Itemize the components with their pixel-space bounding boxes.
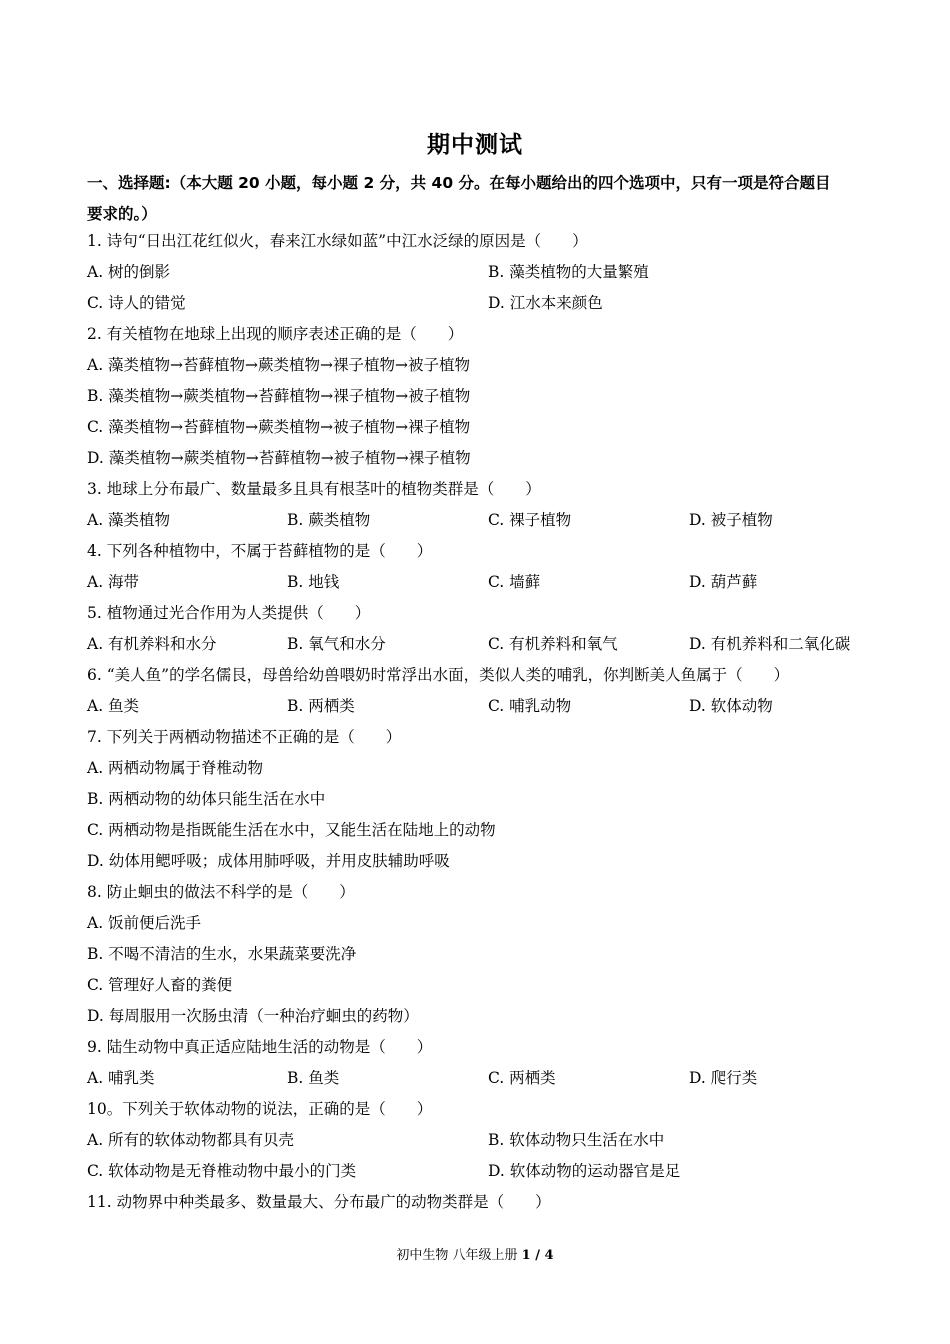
option-6d: D. 软体动物 [689, 697, 773, 715]
question-stem-3: 3. 地球上分布最广、数量最多且具有根茎叶的植物类群是（ ） [87, 480, 541, 498]
option-10c: C. 软体动物是无脊椎动物中最小的门类 [87, 1162, 357, 1180]
option-9d: D. 爬行类 [689, 1069, 758, 1087]
question-stem-9: 9. 陆生动物中真正适应陆地生活的动物是（ ） [87, 1038, 433, 1056]
option-row [87, 1156, 877, 1187]
option-6c: C. 哺乳动物 [488, 697, 572, 715]
option-4c: C. 墙藓 [488, 573, 541, 591]
option-10d: D. 软体动物的运动器官是足 [488, 1162, 681, 1180]
footer-page-total: 4 [544, 1248, 554, 1263]
section-heading-line-2: 要求的。） [87, 205, 157, 223]
option-5a: A. 有机养料和水分 [87, 635, 217, 653]
option-5b: B. 氧气和水分 [287, 635, 386, 653]
option-2a: A. 藻类植物→苔藓植物→蕨类植物→裸子植物→被子植物 [87, 356, 470, 374]
question-stem-11: 11. 动物界中种类最多、数量最大、分布最广的动物类群是（ ） [87, 1193, 551, 1211]
option-4a: A. 海带 [87, 573, 140, 591]
option-3c: C. 裸子植物 [488, 511, 572, 529]
option-5d: D. 有机养料和二氧化碳 [689, 635, 851, 653]
option-10b: B. 软体动物只生活在水中 [488, 1131, 665, 1149]
option-3b: B. 蕨类植物 [287, 511, 371, 529]
option-row [87, 567, 877, 598]
option-7c: C. 两栖动物是指既能生活在水中，又能生活在陆地上的动物 [87, 821, 496, 839]
option-6a: A. 鱼类 [87, 697, 140, 715]
option-6b: B. 两栖类 [287, 697, 355, 715]
question-list [87, 226, 877, 1218]
page-footer [0, 1244, 950, 1263]
option-4d: D. 葫芦藓 [689, 573, 758, 591]
option-7b: B. 两栖动物的幼体只能生活在水中 [87, 790, 326, 808]
option-9c: C. 两栖类 [488, 1069, 556, 1087]
option-9a: A. 哺乳类 [87, 1069, 155, 1087]
question-stem-8: 8. 防止蛔虫的做法不科学的是（ ） [87, 883, 355, 901]
option-8d: D. 每周服用一次肠虫清（一种治疗蛔虫的药物） [87, 1007, 419, 1025]
question-stem-6: 6. “美人鱼”的学名儒艮，母兽给幼兽喂奶时常浮出水面，类似人类的哺乳，你判断美人鱼属于（ ） [87, 666, 790, 684]
option-3a: A. 藻类植物 [87, 511, 171, 529]
question-stem-1: 1. 诗句“日出江花红似火，春来江水绿如蓝”中江水泛绿的原因是（ ） [87, 232, 588, 250]
option-10a: A. 所有的软体动物都具有贝壳 [87, 1131, 295, 1149]
option-row [87, 257, 877, 288]
page-title: 期中测试 [427, 132, 523, 158]
option-1c: C. 诗人的错觉 [87, 294, 186, 312]
option-2d: D. 藻类植物→蕨类植物→苔藓植物→被子植物→裸子植物 [87, 449, 471, 467]
option-row [87, 288, 877, 319]
option-3d: D. 被子植物 [689, 511, 773, 529]
option-1d: D. 江水本来颜色 [488, 294, 603, 312]
footer-page-number: 1 [521, 1248, 531, 1263]
question-stem-10: 10。下列关于软体动物的说法，正确的是（ ） [87, 1100, 433, 1118]
option-row [87, 691, 877, 722]
option-7a: A. 两栖动物属于脊椎动物 [87, 759, 264, 777]
option-1b: B. 藻类植物的大量繁殖 [488, 263, 649, 281]
footer-separator: / [530, 1248, 545, 1263]
section-heading [87, 168, 877, 230]
section-heading-line-1: 一、选择题:（本大题 20 小题，每小题 2 分，共 40 分。在每小题给出的四个选项中，只有一项是符合题目 [87, 174, 831, 192]
option-8c: C. 管理好人畜的粪便 [87, 976, 233, 994]
footer-subject: 初中生物 八年级上册 [396, 1248, 522, 1263]
option-9b: B. 鱼类 [287, 1069, 340, 1087]
option-2c: C. 藻类植物→苔藓植物→蕨类植物→被子植物→裸子植物 [87, 418, 471, 436]
option-row [87, 629, 877, 660]
question-stem-2: 2. 有关植物在地球上出现的顺序表述正确的是（ ） [87, 325, 464, 343]
option-row [87, 1125, 877, 1156]
option-7d: D. 幼体用鳃呼吸；成体用肺呼吸，并用皮肤辅助呼吸 [87, 852, 450, 870]
option-row [87, 1063, 877, 1094]
question-stem-4: 4. 下列各种植物中，不属于苔藓植物的是（ ） [87, 542, 433, 560]
option-8a: A. 饭前便后洗手 [87, 914, 202, 932]
option-4b: B. 地钱 [287, 573, 340, 591]
option-8b: B. 不喝不清洁的生水，水果蔬菜要洗净 [87, 945, 357, 963]
option-2b: B. 藻类植物→蕨类植物→苔藓植物→裸子植物→被子植物 [87, 387, 471, 405]
question-stem-7: 7. 下列关于两栖动物描述不正确的是（ ） [87, 728, 402, 746]
option-1a: A. 树的倒影 [87, 263, 171, 281]
option-row [87, 505, 877, 536]
option-5c: C. 有机养料和氧气 [488, 635, 618, 653]
question-stem-5: 5. 植物通过光合作用为人类提供（ ） [87, 604, 371, 622]
